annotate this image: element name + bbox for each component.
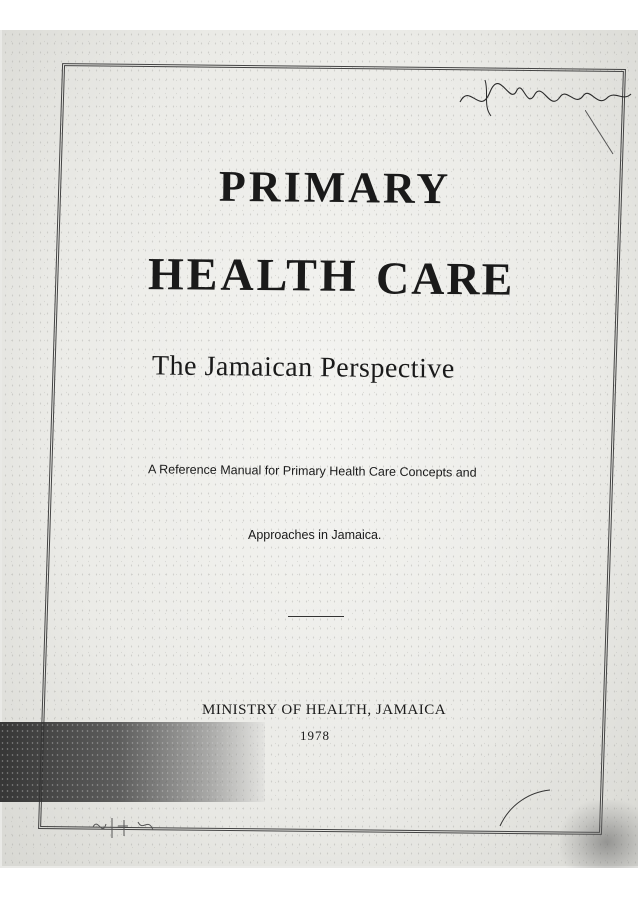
subtitle: The Jamaican Perspective <box>151 350 455 385</box>
scan-smudge <box>560 800 638 868</box>
title-care: CARE <box>375 252 515 305</box>
handwritten-notation <box>88 812 168 842</box>
description-line-2: Approaches in Jamaica. <box>248 528 382 542</box>
pen-mark <box>490 786 560 846</box>
description-line-1: A Reference Manual for Primary Health Care Concepts and <box>147 462 477 480</box>
divider-rule <box>288 616 344 617</box>
title-health: HEALTH <box>147 248 359 301</box>
publisher: MINISTRY OF HEALTH, JAMAICA <box>202 702 447 718</box>
title-primary: PRIMARY <box>218 161 452 214</box>
corner-fold-line <box>585 110 615 155</box>
library-stamp-shadow <box>0 722 265 802</box>
publication-year: 1978 <box>300 728 330 743</box>
